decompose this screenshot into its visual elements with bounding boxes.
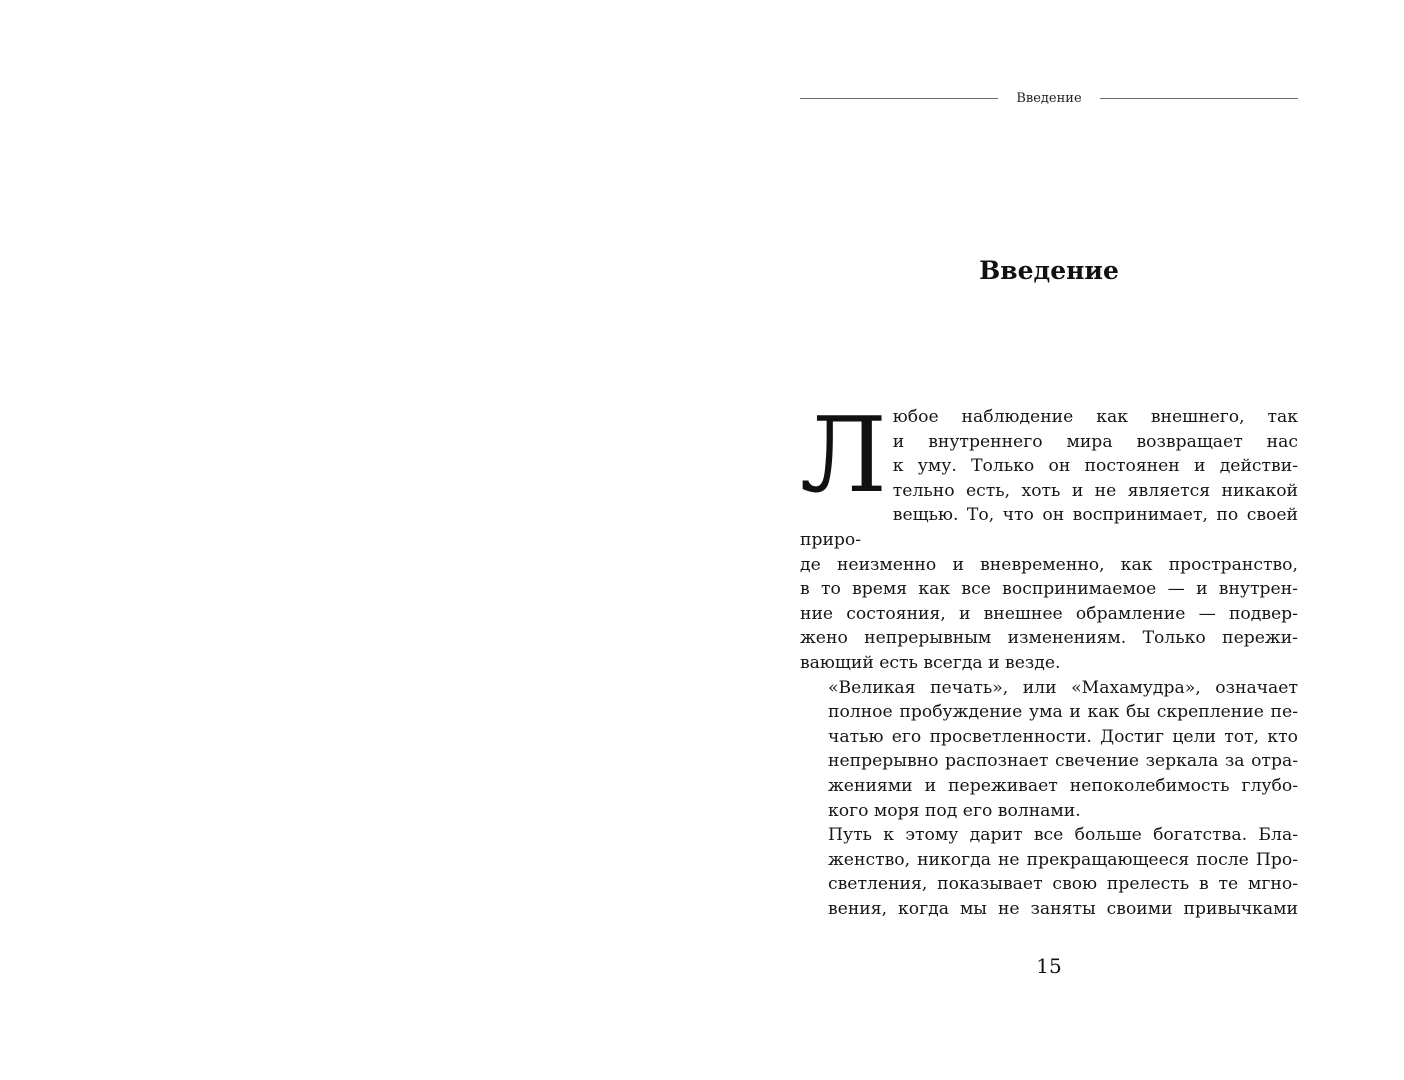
header-rule-right — [1100, 98, 1298, 99]
text-line: де неизменно и вневременно, как пространство, — [800, 554, 1298, 575]
text-line: жено непрерывным изменениям. Только пережи- — [800, 628, 1298, 649]
text-line: тельно есть, хоть и не является никакой — [892, 480, 1298, 501]
text-line: чатью его просветленности. Достиг цели тот, кто — [828, 726, 1298, 747]
text-line: кого моря под его волнами. — [828, 800, 1081, 821]
text-line: женство, никогда не прекращающееся после Про- — [828, 849, 1298, 870]
text-line: «Великая печать», или «Махамудра», означает — [828, 677, 1298, 698]
drop-cap: Л — [800, 394, 887, 516]
text-line: полное пробуждение ума и как бы скрепление пе- — [828, 702, 1298, 723]
text-line: в то время как все воспринимаемое — и внутрен- — [800, 579, 1298, 600]
text-line: жениями и переживает непоколебимость глубо- — [828, 775, 1298, 796]
text-line: к уму. Только он постоянен и действи- — [892, 456, 1298, 477]
text-line: вения, когда мы не заняты своими привычками — [828, 898, 1298, 919]
text-line: вающий есть всегда и везде. — [800, 652, 1061, 673]
text-line: и внутреннего мира возвращает нас — [892, 431, 1298, 452]
paragraph-3 — [800, 823, 1298, 921]
body-text — [800, 394, 1298, 921]
text-line: вещью. То, что он воспринимает, по своей приро- — [800, 505, 1298, 550]
paragraph-1 — [800, 394, 1298, 676]
right-page — [702, 0, 1404, 1080]
text-line: юбое наблюдение как внешнего, так — [892, 407, 1298, 427]
text-line: светления, показывает свою прелесть в те мгно- — [828, 874, 1298, 895]
text-line: Путь к этому дарит все больше богатства. Бла- — [828, 825, 1298, 846]
header-rule-left — [800, 98, 998, 99]
chapter-title: Введение — [979, 256, 1119, 285]
running-header — [800, 88, 1298, 108]
text-line: непрерывно распознает свечение зеркала за отра- — [828, 751, 1298, 772]
text-line: ние состояния, и внешнее обрамление — подвер- — [800, 603, 1298, 624]
running-header-text: Введение — [1016, 90, 1082, 106]
paragraph-2 — [800, 676, 1298, 824]
page-number: 15 — [1036, 954, 1062, 978]
